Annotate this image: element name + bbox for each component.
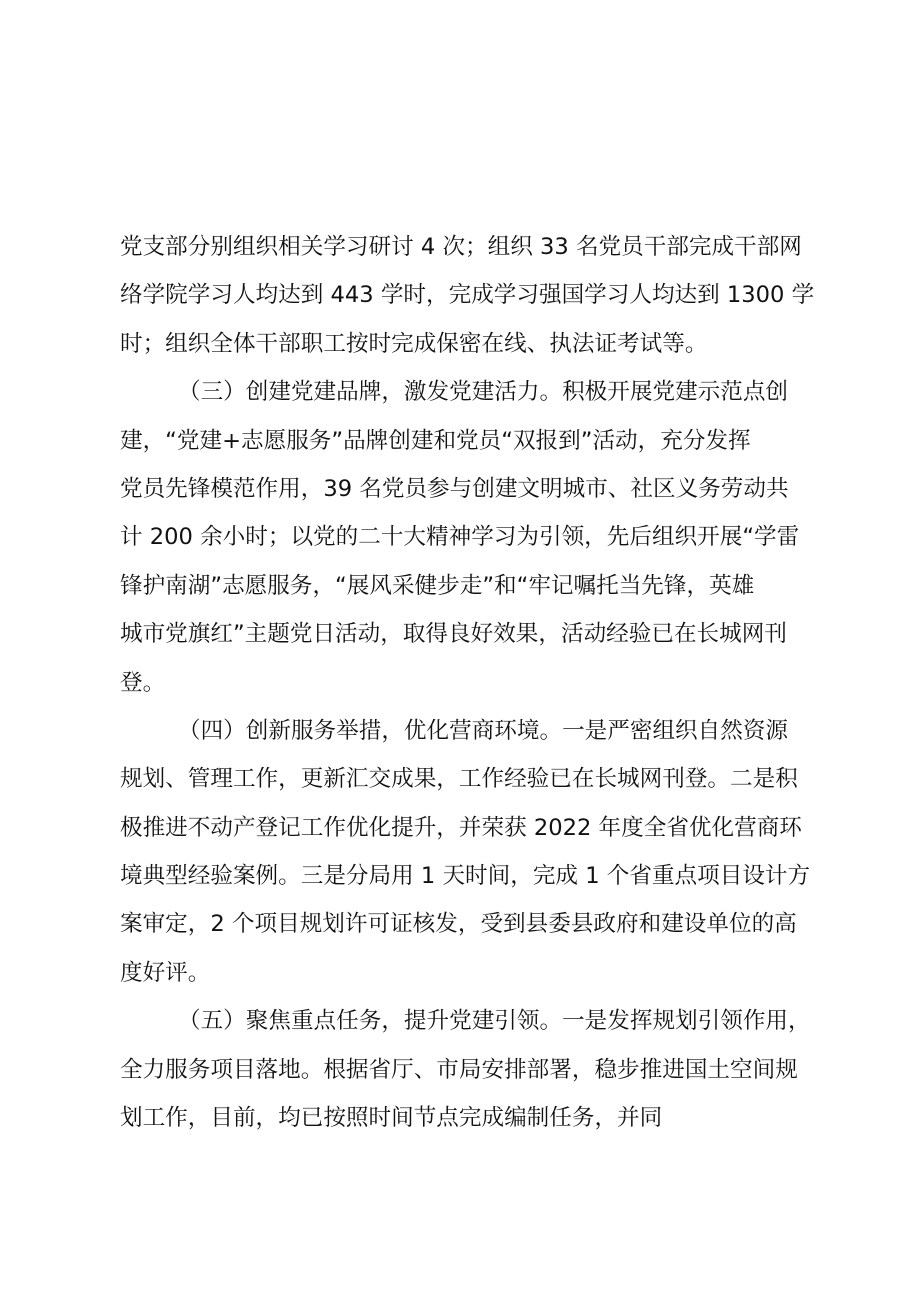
text-line: 时；组织全体干部职工按时完成保密在线、执法证考试等。 bbox=[120, 330, 708, 357]
document-body bbox=[120, 223, 815, 1142]
paragraph-business-environment bbox=[120, 707, 810, 997]
text-line: 党员先锋模范作用，39 名党员参与创建文明城市、社区义务劳动共 bbox=[120, 475, 789, 502]
paragraph-key-tasks bbox=[120, 997, 810, 1142]
paragraph-study-hours bbox=[120, 223, 815, 368]
text-line: 案审定，2 个项目规划许可证核发，受到县委县政府和建设单位的高 bbox=[120, 911, 797, 938]
text-line: 规划、管理工作，更新汇交成果，工作经验已在长城网刊登。二是积 bbox=[120, 766, 798, 793]
text-line: 登。 bbox=[120, 669, 166, 696]
text-line: 络学院学习人均达到 443 学时，完成学习强国学习人均达到 1300 学 bbox=[120, 282, 815, 309]
text-line: 城市党旗红”主题党日活动，取得良好效果，活动经验已在长城网刊 bbox=[120, 621, 787, 648]
text-line: 建，“党建+志愿服务”品牌创建和党员“双报到”活动，充分发挥 bbox=[120, 427, 751, 454]
text-line: （三）创建党建品牌，激发党建活力。积极开展党建示范点创 bbox=[178, 379, 789, 406]
text-line: 划工作，目前，均已按照时间节点完成编制任务，并同 bbox=[120, 1105, 663, 1132]
text-line: （五）聚焦重点任务，提升党建引领。一是发挥规划引领作用， bbox=[178, 1008, 811, 1035]
text-line: 党支部分别组织相关学习研讨 4 次；组织 33 名党员干部完成干部网 bbox=[120, 234, 802, 260]
text-line: 计 200 余小时；以党的二十大精神学习为引领，先后组织开展“学雷 bbox=[120, 524, 800, 551]
text-line: （四）创新服务举措，优化营商环境。一是严密组织自然资源 bbox=[178, 717, 789, 744]
paragraph-party-brand bbox=[120, 368, 810, 707]
text-line: 全力服务项目落地。根据省厅、市局安排部署，稳步推进国土空间规 bbox=[120, 1056, 798, 1083]
text-line: 极推进不动产登记工作优化提升，并荣获 2022 年度全省优化营商环 bbox=[120, 814, 802, 841]
text-line: 锋护南湖”志愿服务，“展风采健步走”和“牢记嘱托当先锋，英雄 bbox=[120, 572, 755, 599]
text-line: 度好评。 bbox=[120, 959, 211, 986]
text-line: 境典型经验案例。三是分局用 1 天时间，完成 1 个省重点项目设计方 bbox=[120, 863, 811, 890]
